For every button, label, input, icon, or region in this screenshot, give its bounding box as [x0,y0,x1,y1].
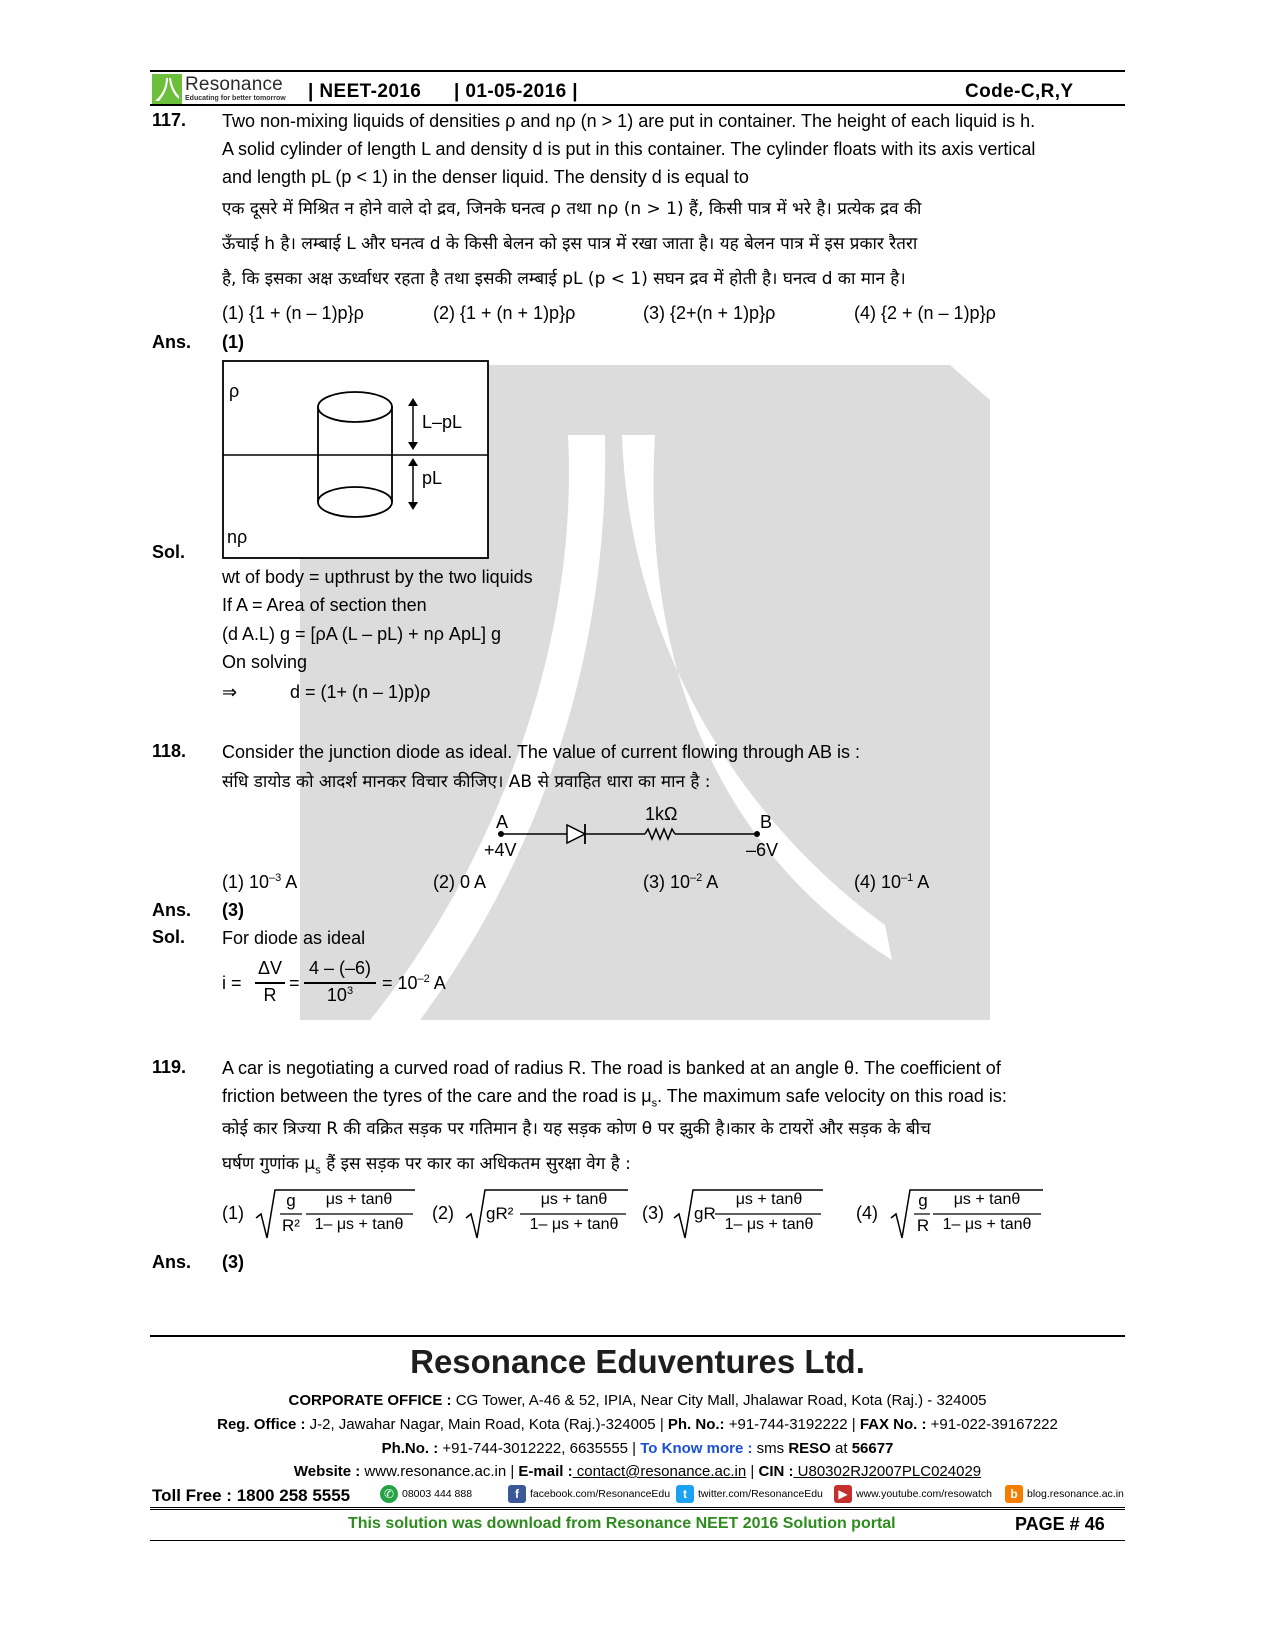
eq-denominator: $10^3$ [326,985,354,1005]
frac-den: 1– μs + tanθ [724,1216,814,1233]
page-number: PAGE # 46 [1015,1514,1105,1534]
footer-bottom-rule [150,1540,1125,1541]
solution-line: On solving [222,652,308,672]
header-top-rule [150,70,1125,72]
option-3: (3) $10^{-2}$ A [643,872,719,892]
question-text-en: Two non-mixing liquids of densities ρ and nρ (n > 1) are put in container. The height of each liquid is h. [222,111,1036,131]
youtube-link[interactable]: www.youtube.com/resowatch [856,1488,992,1500]
label-rho: ρ [229,381,240,401]
diode-circuit [495,820,770,850]
facebook-link[interactable]: facebook.com/ResonanceEdu [530,1488,671,1500]
paper-code: Code-C,R,Y [965,81,1074,102]
question-number: 118. [152,741,187,761]
twitter-icon: t [676,1485,694,1503]
label-n-rho: nρ [227,527,248,547]
frac-num: μs + tanθ [325,1191,393,1208]
answer-value: (1) [222,332,244,352]
whatsapp-icon: ✆ [380,1485,398,1503]
twitter-link[interactable]: twitter.com/ResonanceEdu [698,1488,823,1500]
option-2: (2) {1 + (n + 1)p}ρ [433,303,576,323]
facebook-icon: f [508,1485,526,1503]
option-4: (4) {2 + (n – 1)p}ρ [854,303,996,323]
eq-numerator: ΔV [257,958,283,978]
question-text-hi: संधि डायोड को आदर्श मानकर विचार कीजिए। AB से प्रवाहित धारा का मान है : [222,772,711,792]
solution-line: For diode as ideal [222,928,366,948]
exam-date: | 01-05-2016 | [454,81,578,102]
eq-result: = $10^{-2}$ A [382,973,446,993]
question-text-en: friction between the tyres of the care and the road is $\mu_s$. The maximum safe velocity on this road is: [222,1086,1007,1110]
implies-icon: ⇒ [222,682,238,702]
eq-equals: = [289,973,300,993]
frac-num: g [286,1191,296,1210]
frac-prefix: gR² [486,1204,514,1223]
frac-num: g [918,1191,928,1210]
option-2-label: (2) [432,1203,454,1223]
toll-free-number: Toll Free : 1800 258 5555 [152,1486,351,1505]
frac-den: 1– μs + tanθ [529,1216,619,1233]
email-link[interactable]: contact@resonance.ac.in [572,1463,747,1480]
question-text-en: A solid cylinder of length L and density d is put in this container. The cylinder floats with its axis vertical [222,139,1036,159]
option-1: (1) $10^{-3}$ A [222,872,298,892]
option-1: (1) {1 + (n – 1)p}ρ [222,303,364,323]
blog-link[interactable]: blog.resonance.ac.in [1027,1488,1124,1500]
label-bottom-length: pL [422,468,443,488]
option-3: (3) {2+(n + 1)p}ρ [643,303,776,323]
exam-name: | NEET-2016 [308,81,422,102]
answer-value: (3) [222,900,244,920]
answer-label: Ans. [152,1252,192,1272]
logo-tagline: Educating for better tomorrow [185,95,286,102]
frac-den: 1– μs + tanθ [942,1216,1032,1233]
question-text-hi: कोई कार त्रिज्या R की वक्रित सड़क पर गतिमान है। यह सड़क कोण θ पर झुकी है।कार के टायरों और सड़क के बीच [222,1119,931,1139]
resistor-label: 1kΩ [645,804,678,824]
node-a-label: A [496,812,509,832]
footer-top-rule [150,1335,1125,1337]
option-3-label: (3) [642,1203,664,1223]
blog-icon: b [1005,1485,1023,1503]
solution-line: (d A.L) g = [ρA (L – pL) + nρ ApL] g [222,624,501,644]
question-text-hi: घर्षण गुणांक $\mu_s$ हैं इस सड़क पर कार का अधिकतम सुरक्षा वेग है : [222,1154,631,1177]
question-number: 117. [152,110,187,130]
frac-den: R² [282,1216,300,1235]
company-name: Resonance Eduventures Ltd. [410,1343,865,1380]
option-4: (4) $10^{-1}$ A [854,872,930,892]
node-b-voltage: –6V [746,840,779,860]
frac-prefix: gR [694,1204,716,1223]
question-number: 119. [152,1057,187,1077]
whatsapp-number: 08003 444 888 [402,1488,473,1500]
website-link[interactable]: www.resonance.ac.in | [360,1463,519,1480]
answer-label: Ans. [152,900,192,920]
label-top-length: L–pL [422,412,463,432]
solution-label: Sol. [152,927,186,947]
footer-rule [150,1509,1125,1510]
node-b-label: B [760,812,773,832]
registered-office-line: Reg. Office : J-2, Jawahar Nagar, Main Road, Kota (Raj.)-324005 | Ph. No.: +91-744-3192222 | FAX No. : +91-022-39167222 [217,1416,1058,1433]
download-note: This solution was download from Resonance NEET 2016 Solution portal [348,1515,896,1532]
solution-result: d = (1+ (n – 1)p)ρ [290,682,431,702]
frac-den: 1– μs + tanθ [314,1216,404,1233]
phone-line: Ph.No. : +91-744-3012222, 6635555 | To Know more : sms RESO at 56677 [381,1440,894,1457]
eq-numerator: 4 – (–6) [308,958,372,978]
question-text-en: Consider the junction diode as ideal. The value of current flowing through AB is : [222,742,861,762]
node-a-voltage: +4V [484,840,517,860]
solution-line: wt of body = upthrust by the two liquids [222,567,533,587]
website-line: Website : www.resonance.ac.in | E-mail : contact@resonance.ac.in | CIN : U80302RJ2007PLC024029 [293,1463,982,1480]
frac-num: μs + tanθ [735,1191,803,1208]
footer-rule [150,1507,1125,1508]
logo-wordmark: Resonance [185,74,283,95]
option-4-label: (4) [856,1203,878,1223]
resonance-logo-icon [152,74,182,104]
frac-num: μs + tanθ [540,1191,608,1208]
solution-line: If A = Area of section then [222,595,427,615]
question-text-hi: ऊँचाई h है। लम्बाई L और घनत्व d के किसी बेलन को इस पात्र में रखा जाता है। यह बेलन पात्र में इस प्रकार रैतरा [222,234,918,254]
question-text-hi: है, कि इसका अक्ष ऊर्ध्वाधर रहता है तथा इसकी लम्बाई pL (p < 1) सघन द्रव में होती है। घनत्व d का मान है। [222,269,906,289]
frac-den: R [916,1216,930,1235]
question-text-hi: एक दूसरे में मिश्रित न होने वाले दो द्रव, जिनके घनत्व ρ तथा nρ (n > 1) हैं, किसी पात्र में भरे है। प्रत्येक द्रव की [222,199,922,219]
fraction-bar [304,982,376,984]
corporate-office-line: CORPORATE OFFICE : CG Tower, A-46 & 52, IPIA, Near City Mall, Jhalawar Road, Kota (Raj.) - 324005 [288,1392,987,1409]
floating-cylinder-figure [222,360,490,560]
eq-denominator: R [263,985,277,1005]
option-1-label: (1) [222,1203,244,1223]
frac-num: μs + tanθ [953,1191,1021,1208]
question-text-en: A car is negotiating a curved road of radius R. The road is banked at an angle θ. The coefficient of [222,1058,1001,1078]
question-text-en: and length pL (p < 1) in the denser liquid. The density d is equal to [222,167,749,187]
eq-i: i = [222,973,242,993]
option-2: (2) 0 A [433,872,487,892]
solution-label: Sol. [152,542,186,562]
youtube-icon: ▶ [834,1485,852,1503]
header-bottom-rule [150,104,1125,106]
fraction-bar [255,982,285,984]
answer-value: (3) [222,1252,244,1272]
answer-label: Ans. [152,332,192,352]
